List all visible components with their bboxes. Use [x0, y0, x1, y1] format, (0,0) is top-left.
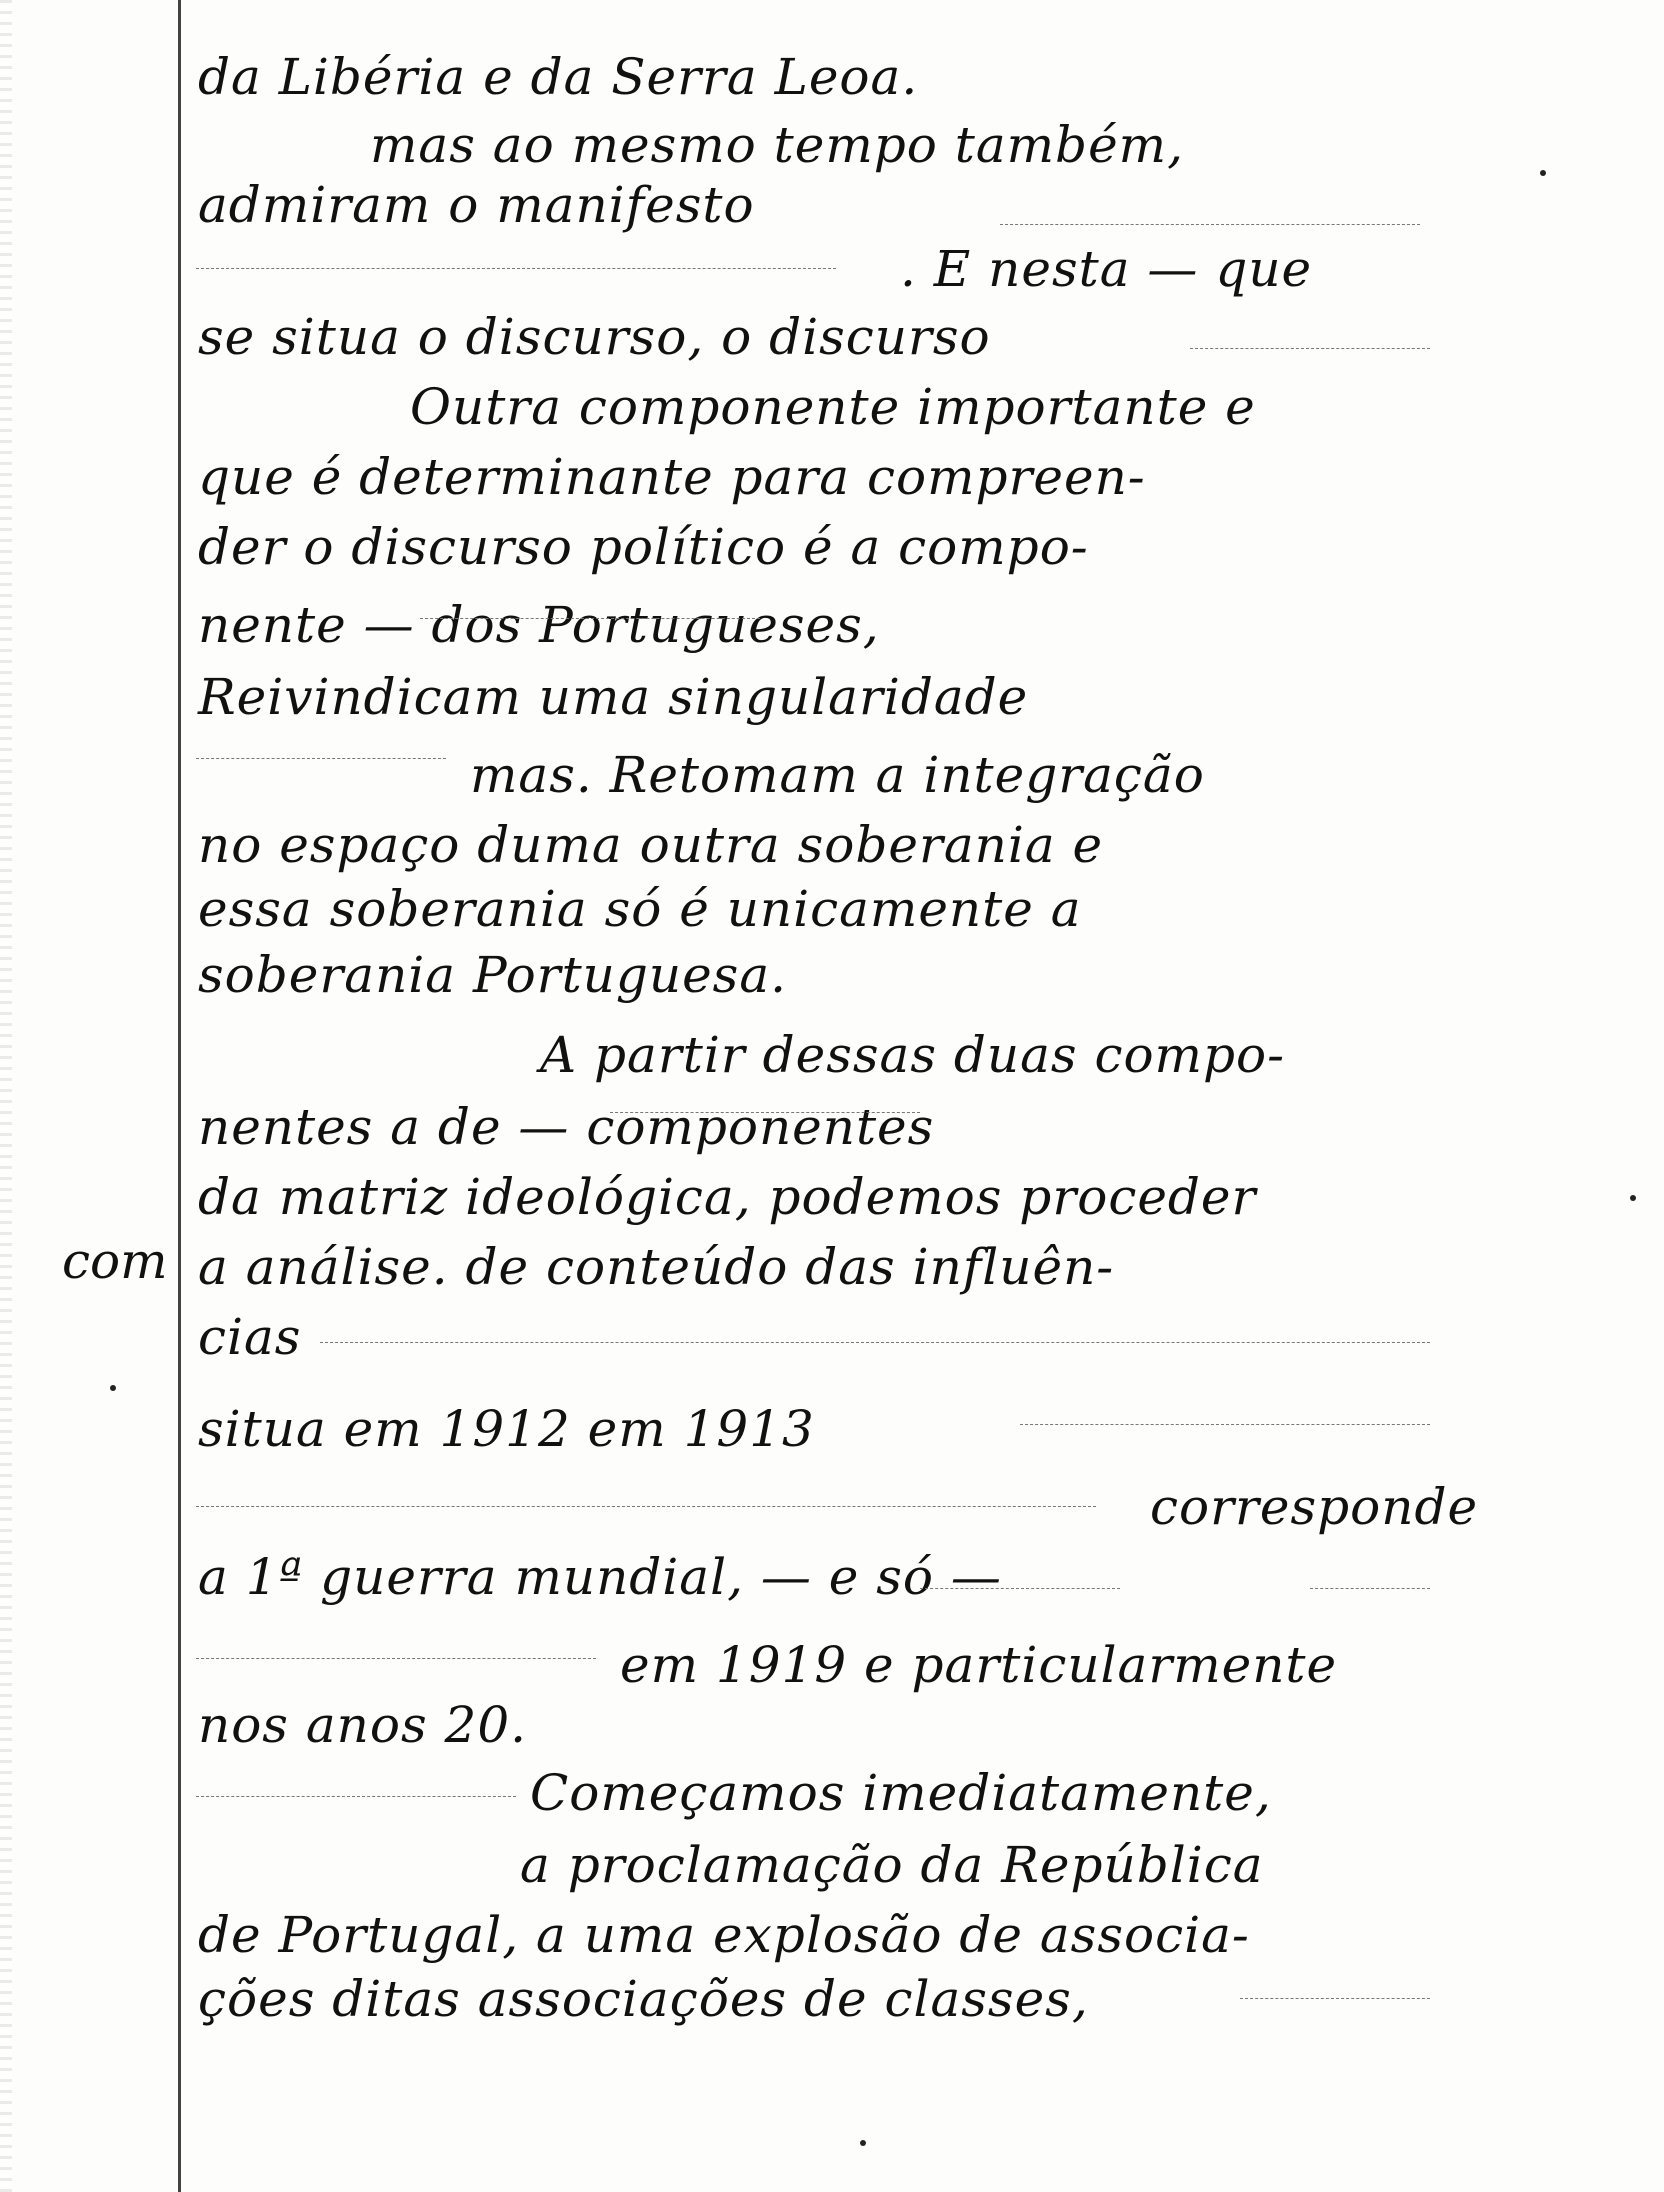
text-line: A partir dessas duas compo- [540, 1026, 1285, 1084]
text-line: a 1ª guerra mundial, — e só — [198, 1548, 1002, 1606]
text-line: Começamos imediatamente, [530, 1764, 1272, 1822]
text-line: nentes a de — componentes [198, 1098, 935, 1156]
text-line: . E nesta — que [900, 240, 1313, 298]
fill-in-line [1240, 1998, 1430, 1999]
scan-edge [0, 0, 12, 2192]
fill-in-line [610, 1112, 920, 1113]
fill-in-line [196, 268, 836, 269]
fill-in-line [1000, 224, 1420, 225]
fill-in-line [196, 1506, 1096, 1507]
fill-in-line [920, 1588, 1120, 1589]
scan-speck [860, 2140, 866, 2146]
text-line: soberania Portuguesa. [198, 946, 788, 1004]
text-line: da Libéria e da Serra Leoa. [198, 48, 919, 106]
text-line: em 1919 e particularmente [620, 1636, 1338, 1694]
text-line: mas. Retomam a integração [470, 746, 1205, 804]
text-line: no espaço duma outra soberania e [198, 816, 1104, 874]
text-line: nos anos 20. [198, 1696, 528, 1754]
text-line: de Portugal, a uma explosão de associa- [198, 1906, 1250, 1964]
text-line: que é determinante para compreen- [198, 448, 1146, 506]
scan-speck [110, 1385, 116, 1391]
fill-in-line [196, 1658, 596, 1659]
text-line: a análise. de conteúdo das influên- [198, 1238, 1115, 1296]
fill-in-line [196, 1796, 516, 1797]
margin-rule [178, 0, 181, 2192]
fill-in-line [1190, 348, 1430, 349]
text-line: da matriz ideológica, podemos proceder [198, 1168, 1257, 1226]
text-line: admiram o manifesto [198, 176, 755, 234]
fill-in-line [1020, 1424, 1430, 1425]
text-line: Outra componente importante e [410, 378, 1256, 436]
text-line: corresponde [1150, 1478, 1479, 1536]
scan-speck [1540, 170, 1546, 176]
text-line: ções ditas associações de classes, [198, 1970, 1089, 2028]
text-line: essa soberania só é unicamente a [198, 880, 1082, 938]
text-line: a proclamação da República [520, 1836, 1264, 1894]
text-line: der o discurso político é a compo- [198, 518, 1089, 576]
fill-in-line [420, 618, 760, 619]
text-line: cias [198, 1308, 302, 1366]
fill-in-line [196, 758, 446, 759]
margin-annotation: com [62, 1232, 168, 1290]
text-line: mas ao mesmo tempo também, [370, 116, 1184, 174]
text-line: nente — dos Portugueses, [198, 596, 880, 654]
text-line: Reivindicam uma singularidade [198, 668, 1029, 726]
scan-speck [1630, 1195, 1636, 1201]
fill-in-line [320, 1342, 1430, 1343]
text-line: situa em 1912 em 1913 [198, 1400, 815, 1458]
text-line: se situa o discurso, o discurso [198, 308, 991, 366]
fill-in-line [1310, 1588, 1430, 1589]
